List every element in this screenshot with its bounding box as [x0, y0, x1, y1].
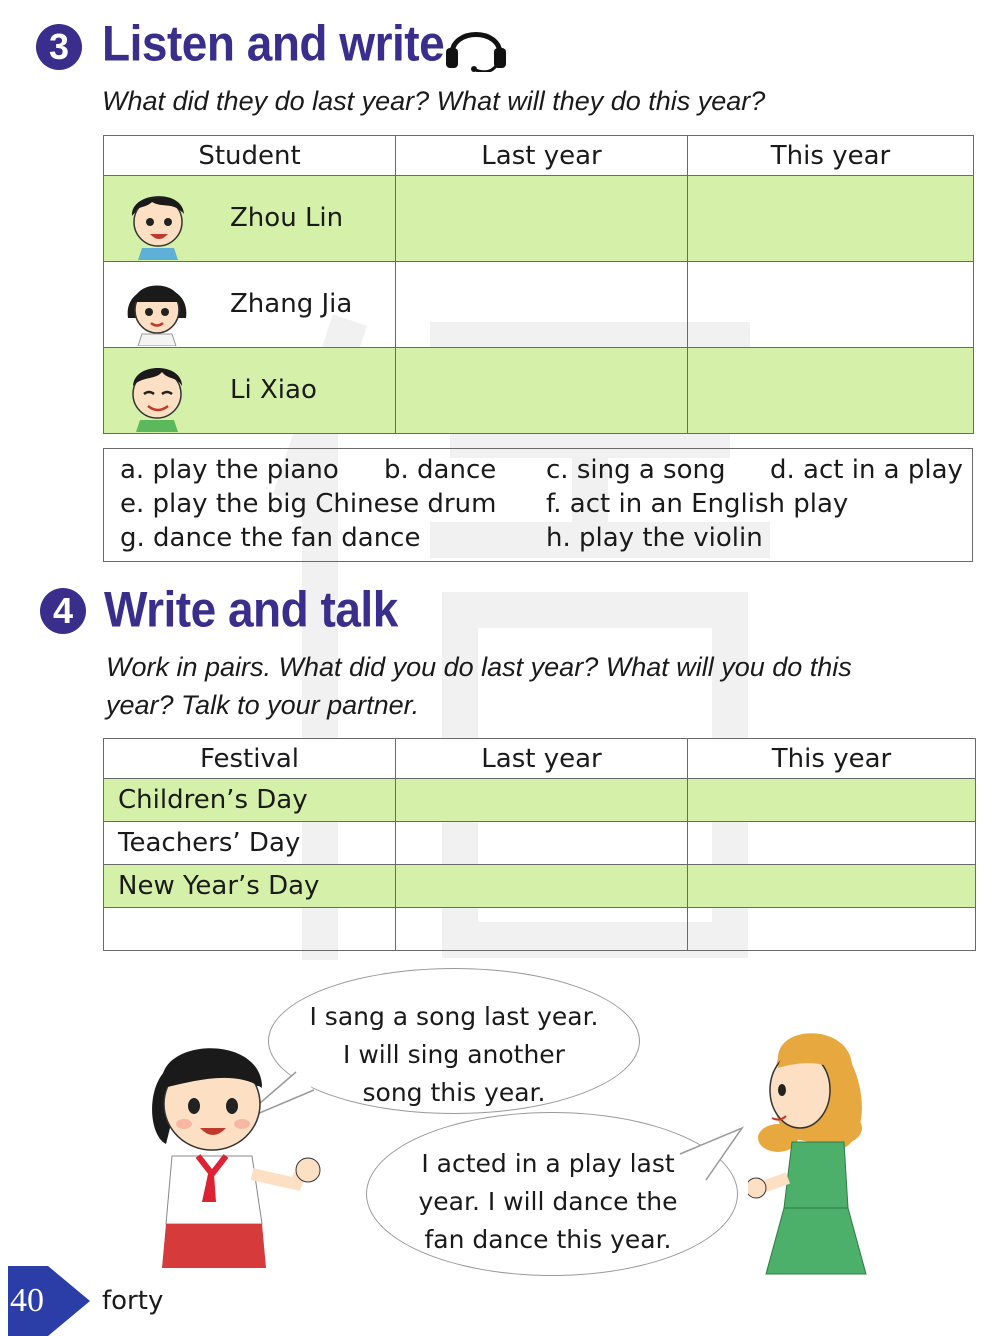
festival-table [103, 738, 976, 951]
student-table [103, 135, 974, 434]
this-year-cell[interactable] [688, 908, 976, 951]
festival-cell: New Year’s Day [104, 865, 396, 908]
student-cell [104, 176, 396, 262]
option-d: d. act in a play [770, 455, 963, 485]
last-year-cell[interactable] [396, 348, 688, 434]
table-row [104, 865, 976, 908]
bubble-2-line: I acted in a play last [421, 1149, 675, 1178]
girl-character-illustration [136, 1024, 336, 1276]
option-e: e. play the big Chinese drum [120, 489, 497, 519]
section-4-instruction-line1: Work in pairs. What did you do last year? What will you do this [106, 652, 852, 682]
student-cell [104, 348, 396, 434]
woman-character-illustration [748, 1028, 878, 1278]
table-row [104, 822, 976, 865]
section-4-number: 4 [40, 588, 86, 634]
header-this-year: This year [688, 136, 974, 176]
this-year-cell[interactable] [688, 262, 974, 348]
header-student: Student [104, 136, 396, 176]
options-box [103, 448, 973, 562]
section-3-title: Listen and write [102, 15, 445, 72]
last-year-cell[interactable] [396, 908, 688, 951]
headphones-icon [444, 18, 508, 72]
this-year-cell[interactable] [688, 348, 974, 434]
this-year-cell[interactable] [688, 822, 976, 865]
section-3-number: 3 [36, 24, 82, 70]
option-g: g. dance the fan dance [120, 523, 421, 553]
bubble-2-line: fan dance this year. [424, 1225, 672, 1254]
festival-cell: Children’s Day [104, 779, 396, 822]
bubble-1-line: I sang a song last year. [309, 1002, 599, 1031]
table-row [104, 262, 974, 348]
section-4-title: Write and talk [104, 581, 398, 638]
bubble-2-line: year. I will dance the [418, 1187, 678, 1216]
last-year-cell[interactable] [396, 176, 688, 262]
header-last-year: Last year [396, 136, 688, 176]
this-year-cell[interactable] [688, 779, 976, 822]
festival-cell: Teachers’ Day [104, 822, 396, 865]
boy-face-icon [122, 182, 192, 260]
table-row [104, 176, 974, 262]
last-year-cell[interactable] [396, 262, 688, 348]
student-name: Li Xiao [230, 375, 317, 405]
student-cell [104, 262, 396, 348]
table-row [104, 348, 974, 434]
option-f: f. act in an English play [546, 489, 849, 519]
header-festival: Festival [104, 739, 396, 779]
bubble-1-line: song this year. [362, 1078, 546, 1107]
girl-face-icon [122, 268, 192, 346]
this-year-cell[interactable] [688, 865, 976, 908]
table-row [104, 908, 976, 951]
option-b: b. dance [384, 455, 497, 485]
section-4-instruction-line2: year? Talk to your partner. [106, 690, 420, 720]
header-last-year: Last year [396, 739, 688, 779]
page-word: forty [102, 1286, 164, 1316]
last-year-cell[interactable] [396, 779, 688, 822]
bubble-2-text [362, 1145, 734, 1259]
section-3-instruction: What did they do last year? What will they do this year? [102, 86, 766, 116]
student-name: Zhou Lin [230, 203, 344, 233]
this-year-cell[interactable] [688, 176, 974, 262]
table-row [104, 779, 976, 822]
boy-face-icon [122, 354, 192, 432]
option-a: a. play the piano [120, 455, 339, 485]
option-h: h. play the violin [546, 523, 763, 553]
last-year-cell[interactable] [396, 865, 688, 908]
bubble-1-line: I will sing another [343, 1040, 565, 1069]
header-this-year: This year [688, 739, 976, 779]
student-name: Zhang Jia [230, 289, 353, 319]
last-year-cell[interactable] [396, 822, 688, 865]
festival-cell[interactable] [104, 908, 396, 951]
page-number: 40 [10, 1282, 44, 1319]
option-c: c. sing a song [546, 455, 726, 485]
